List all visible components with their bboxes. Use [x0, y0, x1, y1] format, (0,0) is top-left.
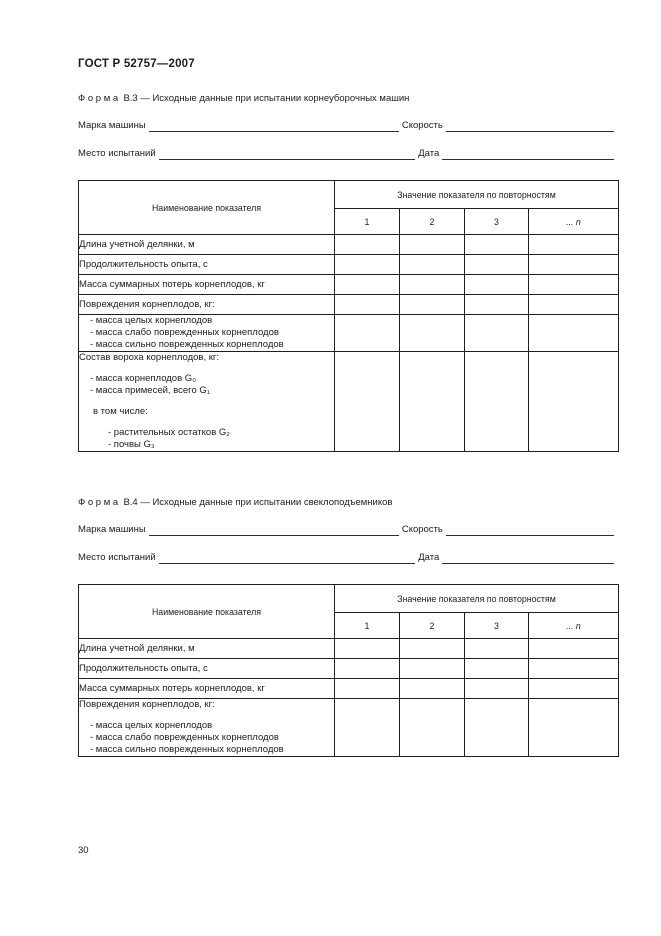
indicator-line: - масса примесей, всего G₁ — [90, 385, 210, 396]
indicator-name-cell — [79, 295, 335, 315]
table-row — [79, 659, 619, 679]
place-label: Место испытаний — [78, 148, 156, 159]
indicator-line: - масса корнеплодов G₀ — [90, 373, 197, 384]
date-label: Дата — [418, 148, 440, 159]
indicator-line: - растительных остатков G₂ — [108, 427, 230, 438]
indicator-line: - масса сильно поврежденных корнеплодов — [90, 339, 284, 350]
empty-value-cell — [335, 679, 400, 699]
machine-blank-line — [149, 120, 399, 132]
form-b4-table — [78, 584, 619, 757]
table-row — [79, 679, 619, 699]
table-row — [79, 275, 619, 295]
speed-label: Скорость — [401, 524, 443, 535]
form-b3-field-row-1 — [78, 120, 617, 132]
indicator-line: - масса сильно поврежденных корнеплодов — [90, 744, 284, 755]
empty-value-cell — [335, 295, 400, 315]
place-blank-line — [159, 552, 416, 564]
empty-value-cell — [335, 235, 400, 255]
speed-label: Скорость — [401, 120, 443, 131]
empty-value-cell — [335, 352, 400, 452]
date-label: Дата — [418, 552, 440, 563]
date-blank-line — [442, 552, 614, 564]
empty-value-cell — [529, 352, 619, 452]
column-header-values: Значение показателя по повторностям — [335, 181, 619, 209]
empty-value-cell — [529, 235, 619, 255]
indicator-name-cell — [79, 679, 335, 699]
form-b3-field-row-2 — [78, 148, 617, 160]
column-header-indicator: Наименование показателя — [79, 585, 335, 639]
empty-value-cell — [465, 639, 529, 659]
empty-value-cell — [400, 315, 465, 352]
indicator-line: - масса целых корнеплодов — [90, 315, 213, 326]
rep-col-3: 3 — [465, 613, 529, 639]
empty-value-cell — [465, 295, 529, 315]
empty-value-cell — [335, 639, 400, 659]
empty-value-cell — [465, 255, 529, 275]
indicator-name-cell — [79, 315, 335, 352]
empty-value-cell — [400, 699, 465, 757]
indicator-line: Длина учетной делянки, м — [79, 239, 195, 250]
table-row — [79, 295, 619, 315]
empty-value-cell — [529, 679, 619, 699]
indicator-name-cell — [79, 639, 335, 659]
table-row — [79, 255, 619, 275]
indicator-name-cell — [79, 659, 335, 679]
indicator-line: - почвы G₃ — [108, 439, 155, 450]
rep-col-1: 1 — [335, 613, 400, 639]
empty-value-cell — [465, 352, 529, 452]
empty-value-cell — [465, 235, 529, 255]
empty-value-cell — [529, 275, 619, 295]
empty-value-cell — [400, 295, 465, 315]
column-header-values: Значение показателя по повторностям — [335, 585, 619, 613]
indicator-name-cell — [79, 352, 335, 452]
empty-value-cell — [400, 659, 465, 679]
page-number: 30 — [78, 845, 89, 856]
empty-value-cell — [529, 255, 619, 275]
indicator-line: Масса суммарных потерь корнеплодов, кг — [79, 683, 265, 694]
indicator-name-cell — [79, 699, 335, 757]
table-row — [79, 315, 619, 352]
indicator-line: Продолжительность опыта, с — [79, 259, 208, 270]
machine-label: Марка машины — [78, 120, 146, 131]
indicator-line: - масса слабо поврежденных корнеплодов — [90, 732, 279, 743]
table-row — [79, 352, 619, 452]
empty-value-cell — [400, 639, 465, 659]
empty-value-cell — [465, 315, 529, 352]
empty-value-cell — [529, 295, 619, 315]
date-blank-line — [442, 148, 614, 160]
table-row — [79, 235, 619, 255]
empty-value-cell — [335, 659, 400, 679]
table-row — [79, 699, 619, 757]
empty-value-cell — [465, 699, 529, 757]
empty-value-cell — [529, 699, 619, 757]
form-b4-field-row-1 — [78, 524, 617, 536]
table-row — [79, 639, 619, 659]
indicator-line: Длина учетной делянки, м — [79, 643, 195, 654]
empty-value-cell — [529, 659, 619, 679]
indicator-line: Повреждения корнеплодов, кг: — [79, 699, 215, 710]
empty-value-cell — [465, 679, 529, 699]
empty-value-cell — [529, 315, 619, 352]
empty-value-cell — [335, 255, 400, 275]
empty-value-cell — [335, 315, 400, 352]
rep-col-n: ... n — [529, 613, 619, 639]
empty-value-cell — [465, 659, 529, 679]
indicator-line: Масса суммарных потерь корнеплодов, кг — [79, 279, 265, 290]
place-label: Место испытаний — [78, 552, 156, 563]
rep-col-3: 3 — [465, 209, 529, 235]
indicator-name-cell — [79, 235, 335, 255]
empty-value-cell — [400, 275, 465, 295]
indicator-line: - масса слабо поврежденных корнеплодов — [90, 327, 279, 338]
column-header-indicator: Наименование показателя — [79, 181, 335, 235]
empty-value-cell — [335, 275, 400, 295]
indicator-name-cell — [79, 275, 335, 295]
empty-value-cell — [465, 275, 529, 295]
empty-value-cell — [400, 255, 465, 275]
machine-blank-line — [149, 524, 399, 536]
empty-value-cell — [529, 639, 619, 659]
machine-label: Марка машины — [78, 524, 146, 535]
indicator-line: Продолжительность опыта, с — [79, 663, 208, 674]
empty-value-cell — [400, 235, 465, 255]
indicator-line: в том числе: — [93, 406, 148, 417]
speed-blank-line — [446, 524, 614, 536]
empty-value-cell — [400, 679, 465, 699]
indicator-name-cell — [79, 255, 335, 275]
rep-col-2: 2 — [400, 613, 465, 639]
place-blank-line — [159, 148, 416, 160]
indicator-line: Состав вороха корнеплодов, кг: — [79, 352, 219, 363]
indicator-line: - масса целых корнеплодов — [90, 720, 213, 731]
form-b4-title: Ф о р м а В.4 — Исходные данные при испытании свеклоподъемников — [78, 497, 393, 508]
form-b3-table — [78, 180, 619, 452]
rep-col-2: 2 — [400, 209, 465, 235]
speed-blank-line — [446, 120, 614, 132]
indicator-line: Повреждения корнеплодов, кг: — [79, 299, 215, 310]
rep-col-1: 1 — [335, 209, 400, 235]
form-b4-field-row-2 — [78, 552, 617, 564]
form-b3-title: Ф о р м а В.3 — Исходные данные при испытании корнеуборочных машин — [78, 93, 410, 104]
empty-value-cell — [335, 699, 400, 757]
empty-value-cell — [400, 352, 465, 452]
rep-col-n: ... n — [529, 209, 619, 235]
standard-number: ГОСТ Р 52757—2007 — [78, 58, 195, 70]
